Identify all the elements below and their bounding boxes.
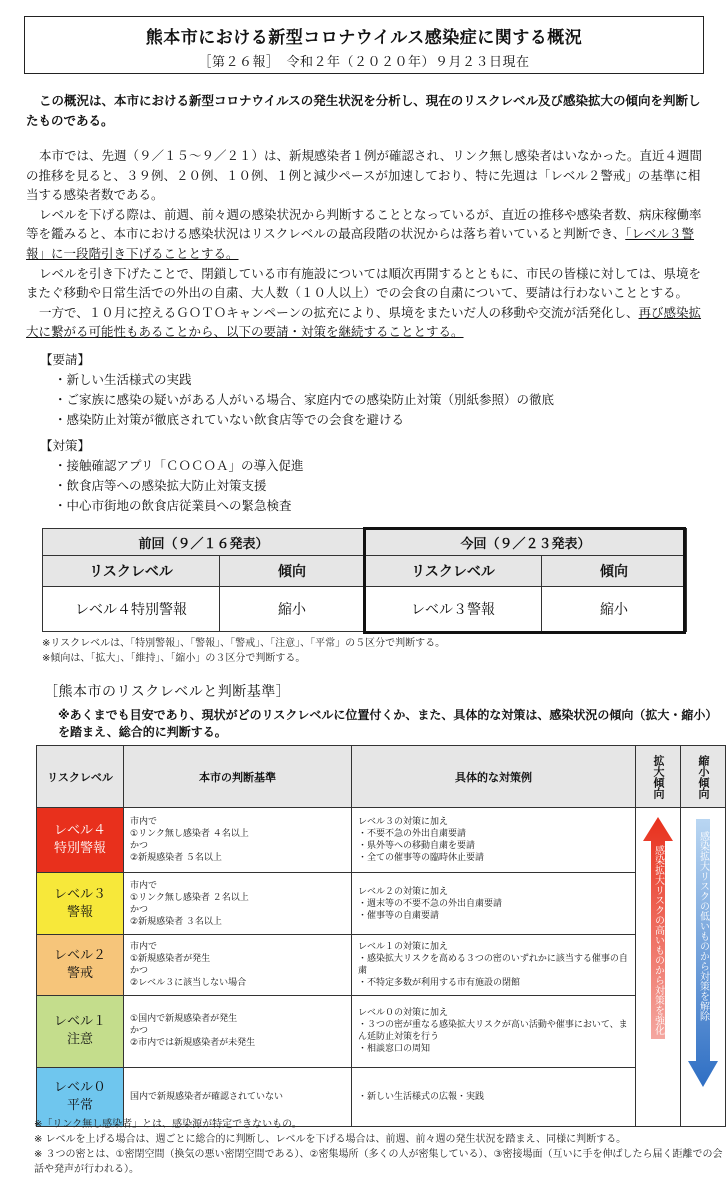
body-paragraph-1: 本市では、先週（９／１５～９／２１）は、新規感染者１例が確認され、リンク無し感染者はいなかった。直近４週間の推移を見ると、３９例、２０例、１０例、１例と減少ペースが加速しており、特に先週は「レベル２警戒」の基準に相当する感染者数である。 <box>26 148 703 203</box>
prev-trend-value: 縮小 <box>220 587 365 632</box>
curr-header: 今回（９／２３発表） <box>365 529 687 556</box>
prev-level-value: レベル４特別警報 <box>43 587 220 632</box>
level-1-basis <box>124 996 352 1068</box>
body-paragraph-2-text: レベルを下げる際は、前週、前々週の感染状況から判断することとなっているが、直近の推移や感染者数、病床稼働率等を鑑みると、本市における感染状況はリスクレベルの最高段階の状況からは落ち着いていると判断でき、 <box>26 206 702 242</box>
level-2-name: 警戒 <box>66 965 93 981</box>
prev-col-trend: 傾向 <box>220 556 365 587</box>
basis-line: ①国内で新規感染者が発生 <box>130 1014 238 1025</box>
title-box <box>24 16 704 74</box>
level-1-name: 注意 <box>66 1032 93 1048</box>
footnote: ※ レベルを上げる場合は、週ごとに総合的に判断し、レベルを下げる場合は、前週、前々週の発生状況を踏まえ、同様に判断する。 <box>34 1134 627 1145</box>
up-arrow-text: 感染拡大リスクの高いものから対策を強化 <box>652 845 664 1035</box>
body-paragraph-2-underlined: 「レベル３警報」に一段階引き下げることとする。 <box>26 226 695 261</box>
body-paragraph-4-text: 一方で、１０月に控えるＧＯＴＯキャンペーンの拡充により、県境をまたいだ人の移動や交流が活発化し、 <box>39 304 639 320</box>
level-3-name: 警報 <box>66 904 93 920</box>
level-3-basis <box>124 873 352 934</box>
level-2-basis <box>124 934 352 995</box>
measure-line: ・不特定多数が利用する市有施設の閉館 <box>358 977 521 988</box>
level-2-label: レベル２ <box>53 947 106 963</box>
page-subtitle: ［第２６報］ 令和２年（２０２０年）９月２３日現在 <box>198 55 530 70</box>
level-1-label: レベル１ <box>53 1014 106 1030</box>
request-item: ・ご家族に感染の疑いがある人がいる場合、家庭内での感染防止対策（別紙参照）の徹底 <box>54 392 555 407</box>
body-paragraph-4-underlined: 再び感染拡大に繋がる可能性もあることから、以下の要請・対策を継続することとする。 <box>26 304 702 340</box>
body-paragraph-3: レベルを引き下げたことで、閉鎖している市有施設については順次再開するとともに、市民の皆様に対しては、県境をまたぐ移動や日常生活での外出の自粛、大人数（１０人以上）での会食の自粛について、要請は行わないこととする。 <box>26 265 702 301</box>
col-level-header: リスクレベル <box>37 746 124 808</box>
level-4-label: レベル４ <box>53 823 106 839</box>
up-arrow-cell <box>636 808 681 1127</box>
curr-col-level: リスクレベル <box>365 556 542 587</box>
requests-heading: 【要請】 <box>40 352 91 367</box>
body-paragraph-2 <box>26 205 702 264</box>
measure-line: ・３つの密が重なる感染拡大リスクが高い活動や催事において、まん延防止対策を行う <box>358 1020 628 1043</box>
measure-line: ・新しい生活様式の広報・実践 <box>358 1091 485 1102</box>
measure-line: レベル１の対策に加え <box>358 941 449 952</box>
measures-heading: 【対策】 <box>40 438 91 453</box>
footnote: ※ ３つの密とは、①密閉空間（換気の悪い密閉空間である）、②密集場所（多くの人が密集している）、③密接場面（互いに手を伸ばしたら届く距離での会話や発声が行われる）。 <box>34 1149 723 1175</box>
prev-col-level: リスクレベル <box>43 556 220 587</box>
prev-header: 前回（９／１６発表） <box>43 529 365 556</box>
level-3-cell <box>37 873 124 934</box>
basis-line: ②市内では新規感染者が未発生 <box>130 1038 256 1049</box>
level-1-cell <box>37 996 124 1068</box>
criteria-note: ※あくまでも目安であり、現状がどのリスクレベルに位置付くか、また、具体的な対策は、感染状況の傾向（拡大・縮小）を踏まえ、総合的に判断する。 <box>58 708 718 739</box>
col-up-header: 拡大傾向 <box>636 746 681 808</box>
level-3-label: レベル３ <box>53 886 106 902</box>
measure-line: ・県外等への移動自粛を要請 <box>358 841 476 852</box>
basis-line: ①新規感染者が発生 <box>130 953 211 964</box>
body-text <box>26 146 702 342</box>
footnote: ※「リンク無し感染者」とは、感染源が特定できないもの。 <box>34 1119 302 1130</box>
basis-line: 市内で <box>130 817 158 828</box>
level-0-label: レベル０ <box>53 1079 106 1095</box>
level-2-measures <box>352 934 636 995</box>
comparison-table <box>42 528 687 632</box>
level-4-cell <box>37 808 124 873</box>
measure-line: レベル２の対策に加え <box>358 886 449 897</box>
col-measures-header: 具体的な対策例 <box>352 746 636 808</box>
page-title: 熊本市における新型コロナウイルス感染症に関する概況 <box>145 28 583 48</box>
measure-item: ・飲食店等への感染拡大防止対策支援 <box>54 478 267 493</box>
basis-line: かつ <box>130 841 149 852</box>
level-2-cell <box>37 934 124 995</box>
measure-line: レベル０の対策に加え <box>358 1008 449 1019</box>
measure-line: ・週末等の不要不急の外出自粛要請 <box>358 898 503 909</box>
down-arrow-text: 感染拡大リスクの低いものから対策を解除 <box>697 831 709 1021</box>
level-1-measures <box>352 996 636 1068</box>
basis-line: ①リンク無し感染者 ４名以上 <box>130 829 249 840</box>
curr-trend-value: 縮小 <box>542 587 687 632</box>
basis-line: 市内で <box>130 941 158 952</box>
level-4-name: 特別警報 <box>53 841 106 857</box>
measures-section <box>40 436 304 516</box>
level-3-measures <box>352 873 636 934</box>
request-item: ・新しい生活様式の実践 <box>54 372 192 387</box>
comparison-note-2: ※傾向は、「拡大」、「維持」、「縮小」の３区分で判断する。 <box>42 653 306 664</box>
col-basis-header: 本市の判断基準 <box>124 746 352 808</box>
basis-line: かつ <box>130 904 149 915</box>
curr-col-trend: 傾向 <box>542 556 687 587</box>
request-item: ・感染防止対策が徹底されていない飲食店等での会食を避ける <box>54 412 405 427</box>
measure-item: ・接触確認アプリ「ＣＯＣＯＡ」の導入促進 <box>54 458 304 473</box>
down-arrow <box>682 809 724 1121</box>
measure-line: レベル３の対策に加え <box>358 817 449 828</box>
lead-paragraph: この概況は、本市における新型コロナウイルスの発生状況を分析し、現在のリスクレベル及び感染拡大の傾向を判断したものである。 <box>26 93 701 128</box>
basis-line: ②新規感染者 ３名以上 <box>130 916 222 927</box>
col-down-header: 縮小傾向 <box>681 746 726 808</box>
body-paragraph-4 <box>26 303 702 342</box>
criteria-title: ［熊本市のリスクレベルと判断基準］ <box>44 684 291 700</box>
measure-line: ・全ての催事等の臨時休止要請 <box>358 853 485 864</box>
basis-line: ②新規感染者 ５名以上 <box>130 853 222 864</box>
level-0-name: 平常 <box>66 1097 93 1113</box>
down-arrow-cell <box>681 808 726 1127</box>
measure-line: ・感染拡大リスクを高める３つの密のいずれかに該当する催事の自粛 <box>358 953 628 976</box>
basis-line: 国内で新規感染者が確認されていない <box>130 1091 284 1102</box>
comparison-note-1: ※リスクレベルは、「特別警報」、「警報」、「警戒」、「注意」、「平常」の５区分で判断する。 <box>42 638 446 649</box>
curr-level-value: レベル３警報 <box>365 587 542 632</box>
measure-line: ・不要不急の外出自粛要請 <box>358 829 467 840</box>
basis-line: ②レベル３に該当しない場合 <box>130 977 247 988</box>
criteria-table <box>36 745 726 1127</box>
measure-line: ・相談窓口の周知 <box>358 1044 431 1055</box>
measure-line: ・催事等の自粛要請 <box>358 910 440 921</box>
requests-section <box>40 350 554 430</box>
basis-line: 市内で <box>130 880 158 891</box>
level-4-measures <box>352 808 636 873</box>
level-4-basis <box>124 808 352 873</box>
basis-line: ①リンク無し感染者 ２名以上 <box>130 892 249 903</box>
basis-line: かつ <box>130 965 149 976</box>
measure-item: ・中心市街地の飲食店従業員への緊急検査 <box>54 498 292 513</box>
up-arrow <box>637 809 679 1121</box>
footnotes <box>34 1117 724 1177</box>
basis-line: かつ <box>130 1026 149 1037</box>
